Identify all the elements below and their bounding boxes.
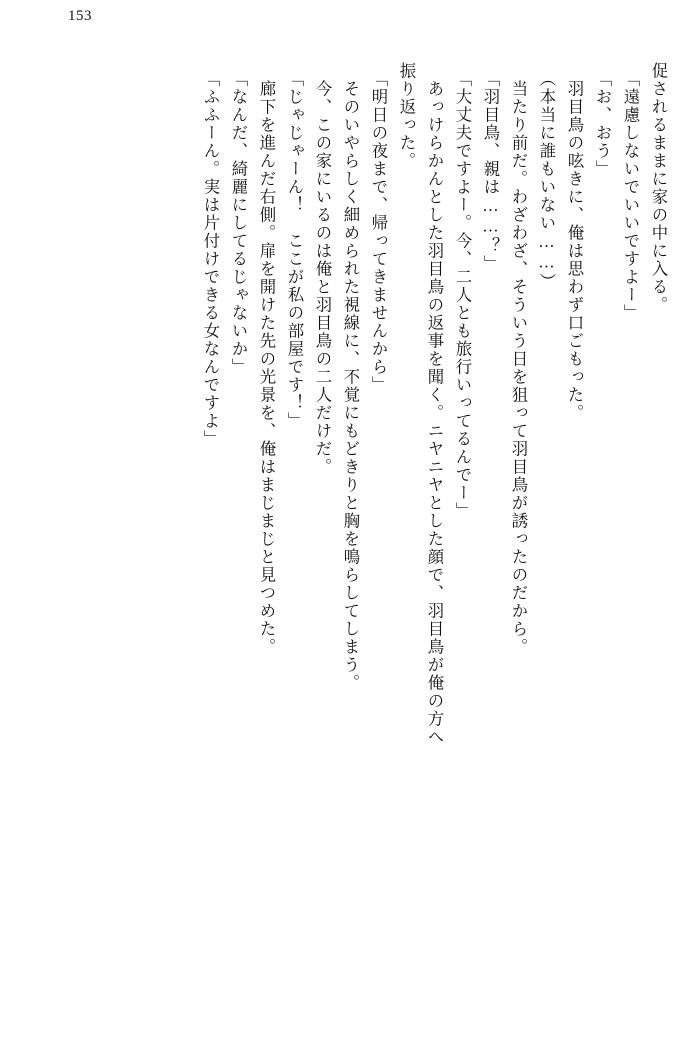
text-column: 今、この家にいるのは俺と羽目鳥の二人だけだ。 xyxy=(313,62,332,476)
text-column: 「遠慮しないでいいですよー」 xyxy=(621,70,640,322)
text-column: 「ふふーん。実は片付けできる女なんですよ」 xyxy=(201,70,220,448)
text-column: 「お、おう」 xyxy=(593,70,612,178)
text-column: 当たり前だ。わざわざ、そういう日を狙って羽目鳥が誘ったのだから。 xyxy=(509,62,528,656)
vertical-text-block xyxy=(34,62,666,1010)
text-column: 振り返った。 xyxy=(397,62,416,170)
text-column: 「なんだ、綺麗にしてるじゃないか」 xyxy=(229,70,248,376)
text-column: 促されるままに家の中に入る。 xyxy=(649,62,668,314)
page-number: 153 xyxy=(68,8,92,24)
text-column: 羽目鳥の呟きに、俺は思わず口ごもった。 xyxy=(565,62,584,422)
text-column: 「羽目鳥、親は……？」 xyxy=(481,70,500,274)
text-column: 廊下を進んだ右側。扉を開けた先の光景を、俺はまじまじと見つめた。 xyxy=(257,62,276,656)
text-column: あっけらかんとした羽目鳥の返事を聞く。ニヤニヤとした顔で、羽目鳥が俺の方へ xyxy=(425,62,444,746)
text-column: 「じゃじゃーん！ ここが私の部屋です！」 xyxy=(285,70,304,430)
text-column: （本当に誰もいない……） xyxy=(537,70,556,292)
text-column: 「大丈夫ですよー。今、二人とも旅行いってるんでー」 xyxy=(453,70,472,520)
text-column: そのいやらしく細められた視線に、不覚にもどきりと胸を鳴らしてしまう。 xyxy=(341,62,360,692)
text-column: 「明日の夜まで、帰ってきませんから」 xyxy=(369,70,388,394)
